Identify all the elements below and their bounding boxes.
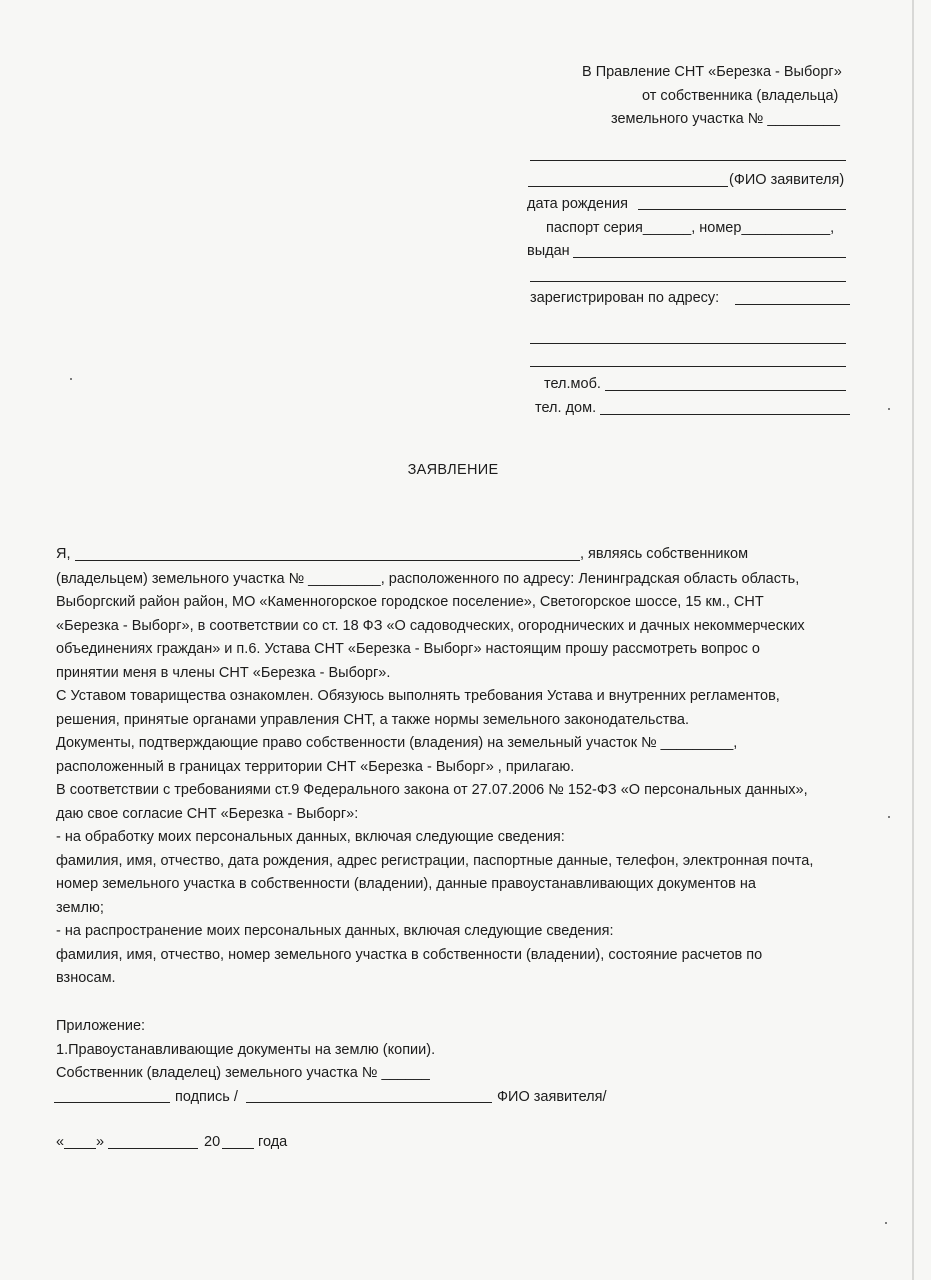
- date-open-quote: «: [56, 1134, 65, 1150]
- scan-edge: [912, 0, 914, 1280]
- signature-label: подпись /: [175, 1089, 238, 1105]
- header-from-owner: от собственника (владельца): [642, 88, 839, 104]
- body-line-1a: Я,: [56, 546, 71, 562]
- document-title: ЗАЯВЛЕНИЕ: [407, 462, 499, 478]
- issued-blank-2: [530, 281, 846, 282]
- body-line-3: Выборгский район район, МО «Каменногорское городское поселение», Светогорское шоссе, 15 км., СНТ: [56, 594, 764, 610]
- registered-label: зарегистрирован по адресу:: [530, 290, 720, 306]
- body-line-13: - на обработку моих персональных данных, включая следующие сведения:: [56, 829, 565, 845]
- date-close-quote: »: [96, 1134, 105, 1150]
- home-phone-label: тел. дом.: [535, 400, 597, 416]
- body-line-15: номер земельного участка в собственности (владении), данные правоустанавливающих документов на: [56, 876, 756, 892]
- body-line-9: Документы, подтверждающие право собственности (владения) на земельный участок № _________,: [56, 735, 738, 751]
- body-line-17: - на распространение моих персональных данных, включая следующие сведения:: [56, 923, 614, 939]
- owner-plot-line: Собственник (владелец) земельного участка № ______: [56, 1065, 430, 1081]
- body-line-2: (владельцем) земельного участка № _________, расположенного по адресу: Ленинградская область область,: [56, 571, 800, 587]
- year-blank: [222, 1148, 254, 1149]
- year-suffix: года: [258, 1134, 288, 1150]
- mobile-phone-label: тел.моб.: [544, 376, 601, 392]
- registered-blank: [735, 304, 850, 305]
- birth-date-label: дата рождения: [527, 196, 628, 212]
- body-line-8: решения, принятые органами управления СНТ, а также нормы земельного законодательства.: [56, 712, 689, 728]
- body-line-12: даю свое согласие СНТ «Березка - Выборг»:: [56, 806, 359, 822]
- appendix-label: Приложение:: [56, 1018, 146, 1034]
- header-plot-number: земельного участка № _________: [611, 111, 840, 127]
- birth-date-blank: [638, 209, 846, 210]
- issued-blank: [573, 257, 846, 258]
- body-line-11: В соответствии с требованиями ст.9 Федерального закона от 27.07.2006 № 152-ФЗ «О персональных данных»,: [56, 782, 808, 798]
- body-line-14: фамилия, имя, отчество, дата рождения, адрес регистрации, паспортные данные, телефон, электронная почта,: [56, 853, 814, 869]
- header-addressee: В Правление СНТ «Березка - Выборг»: [582, 64, 842, 80]
- scan-speck: [885, 1222, 887, 1224]
- address-blank-1: [530, 343, 846, 344]
- appendix-item-1: 1.Правоустанавливающие документы на землю (копии).: [56, 1042, 436, 1058]
- body-line-1b: , являясь собственником: [580, 546, 749, 562]
- body-line-19: взносам.: [56, 970, 116, 986]
- month-blank: [108, 1148, 198, 1149]
- issued-label: выдан: [527, 243, 570, 259]
- body-line-7: С Уставом товарищества ознакомлен. Обязуюсь выполнять требования Устава и внутренних регламентов,: [56, 688, 780, 704]
- name-blank-line-2: [528, 186, 728, 187]
- body-line-16: землю;: [56, 900, 104, 916]
- body-line-4: «Березка - Выборг», в соответствии со ст. 18 ФЗ «О садоводческих, огороднических и дачных некоммерческих: [56, 618, 805, 634]
- scan-speck: [888, 408, 890, 410]
- passport-line: паспорт серия______, номер___________,: [546, 220, 835, 236]
- mobile-phone-blank: [605, 390, 846, 391]
- fio-label: (ФИО заявителя): [729, 172, 845, 188]
- address-blank-2: [530, 366, 846, 367]
- applicant-name-blank: [75, 560, 580, 561]
- body-line-6: принятии меня в члены СНТ «Березка - Выборг».: [56, 665, 391, 681]
- signature-blank: [54, 1102, 170, 1103]
- year-prefix: 20: [204, 1134, 221, 1150]
- scan-speck: [888, 816, 890, 818]
- body-line-10: расположенный в границах территории СНТ «Березка - Выборг» , прилагаю.: [56, 759, 575, 775]
- scan-speck: [70, 378, 72, 380]
- fio-blank: [246, 1102, 492, 1103]
- body-line-18: фамилия, имя, отчество, номер земельного участка в собственности (владении), состояние расчетов по: [56, 947, 763, 963]
- day-blank: [64, 1148, 96, 1149]
- home-phone-blank: [600, 414, 850, 415]
- name-blank-line: [530, 160, 846, 161]
- signature-fio-label: ФИО заявителя/: [497, 1089, 607, 1105]
- body-line-5: объединениях граждан» и п.6. Устава СНТ «Березка - Выборг» настоящим прошу рассмотреть вопрос о: [56, 641, 760, 657]
